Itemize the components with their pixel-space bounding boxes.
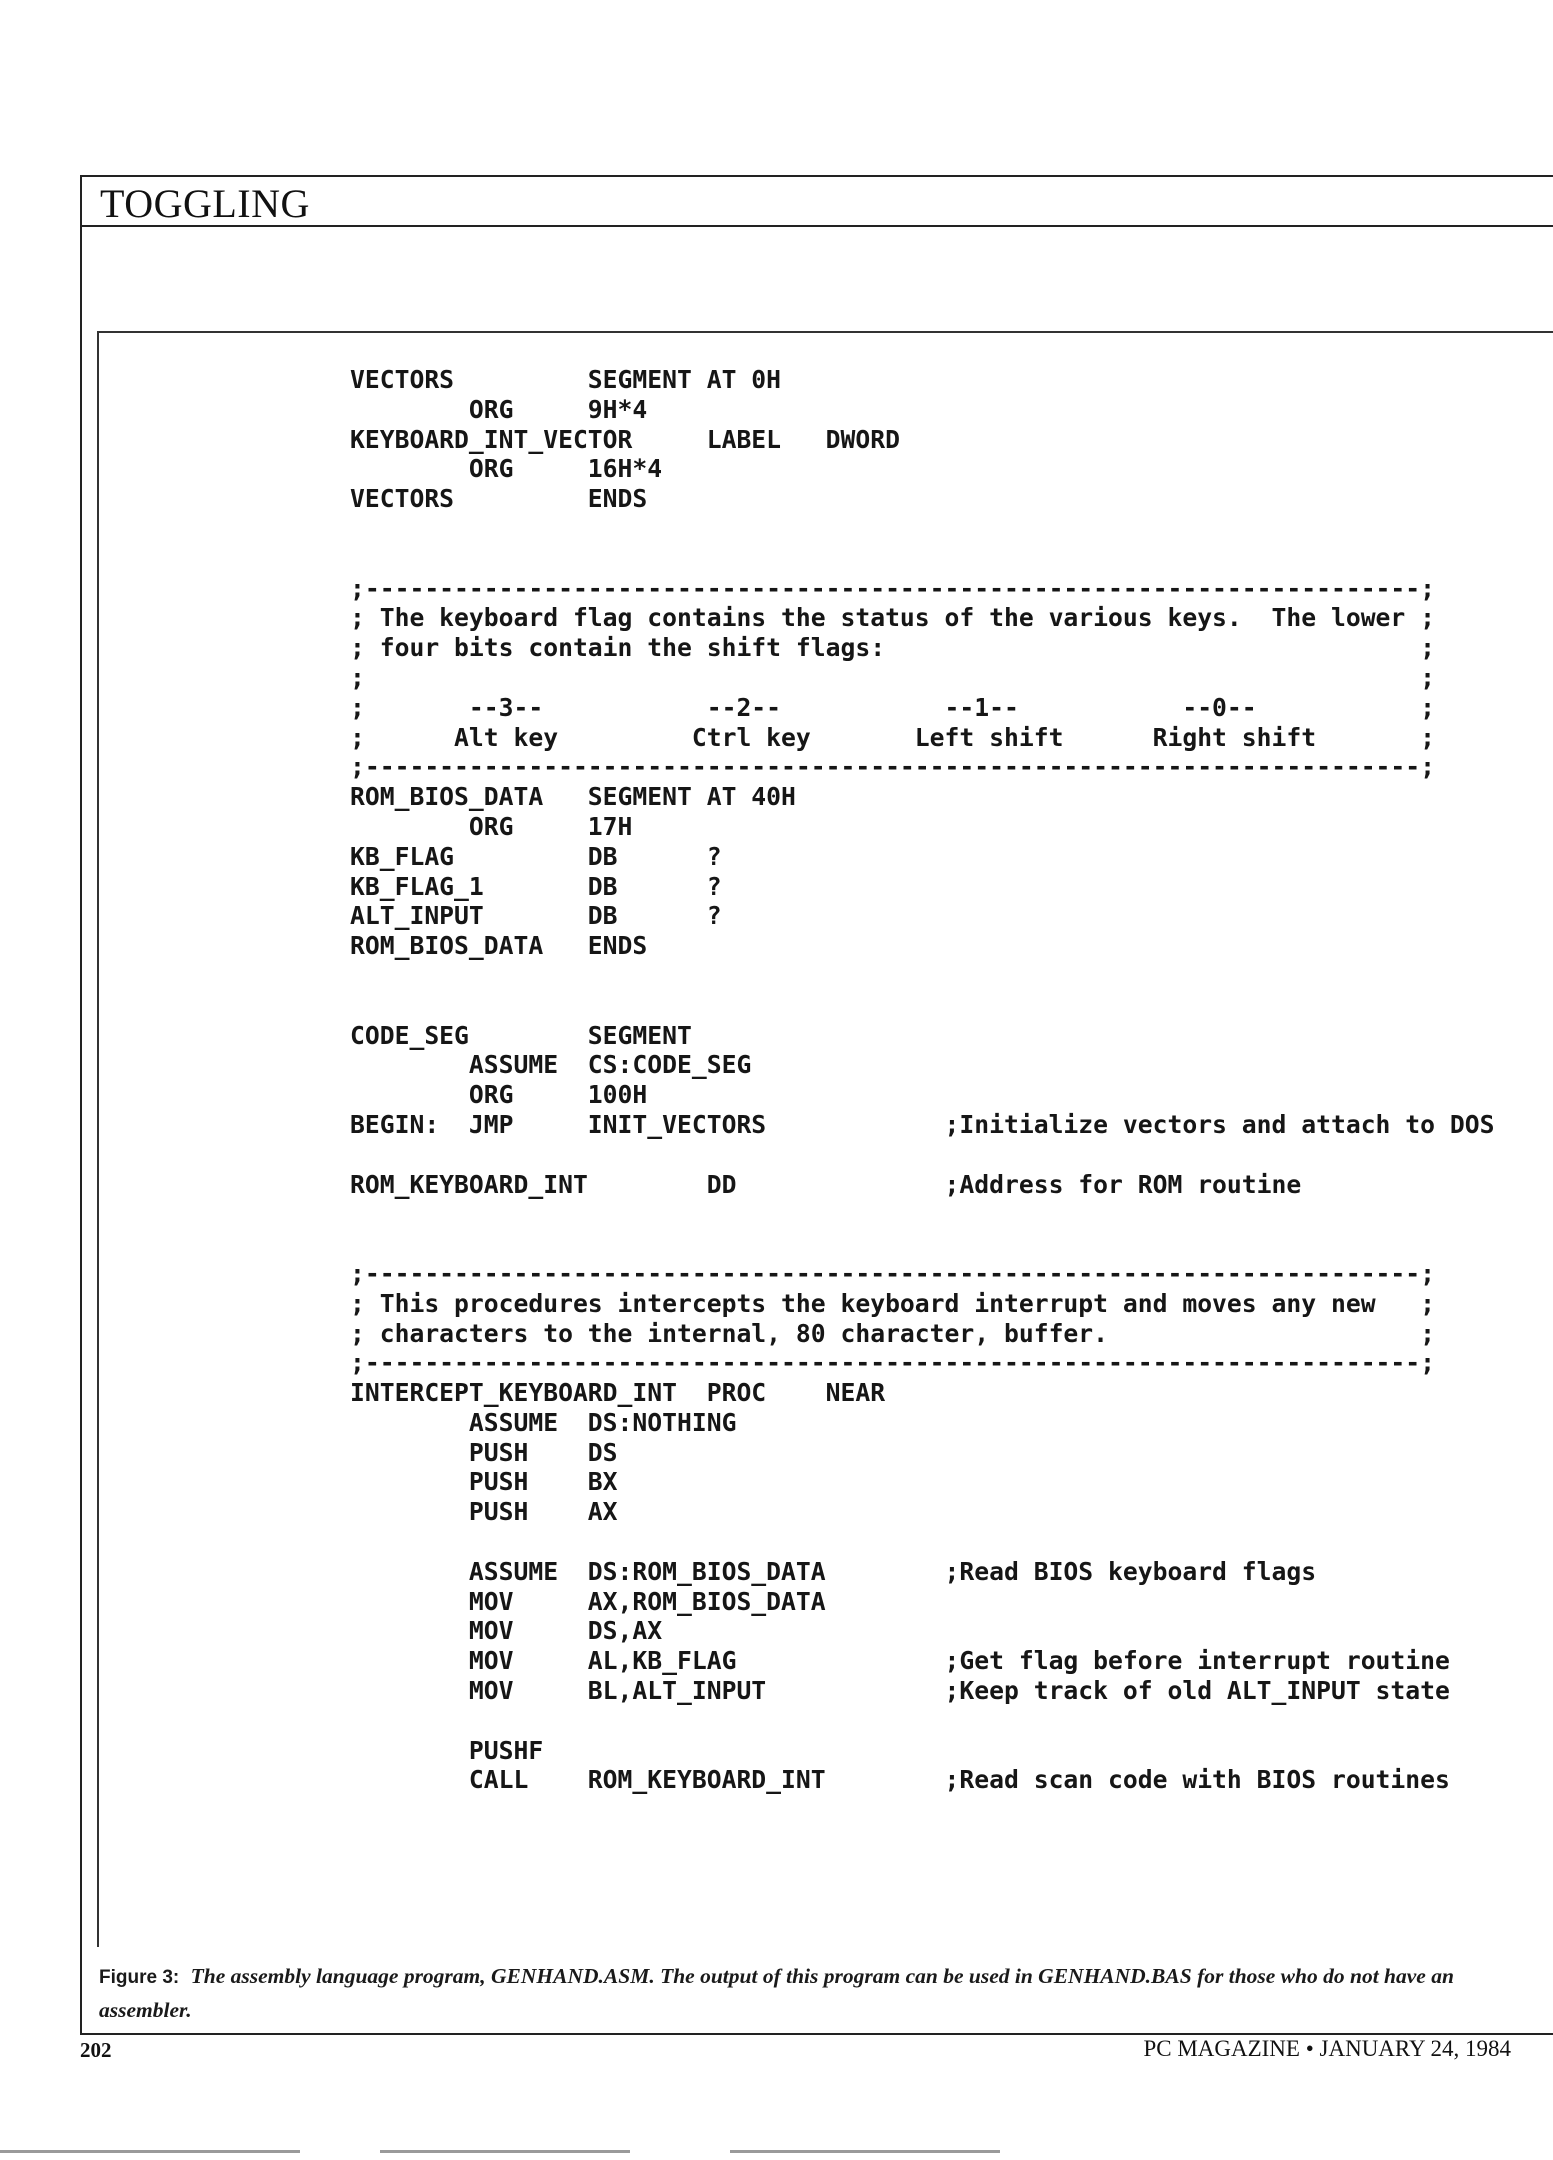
page-left-rule <box>80 175 82 2035</box>
page-top-rule <box>80 175 1553 177</box>
caption-label: Figure 3: <box>99 1967 180 1988</box>
caption-text: The assembly language program, GENHAND.ASM. The output of this program can be used in GENHAND.BAS for those who do not have an assembler. <box>99 1964 1454 2022</box>
page-number: 202 <box>80 2038 112 2062</box>
code-listing: VECTORS SEGMENT AT 0H ORG 9H*4 KEYBOARD_INT_VECTOR LABEL DWORD ORG 16H*4 VECTORS ENDS ;-----------------------------------------------------------------------; ; The keyboard flag contains the status of the various keys. The lower ; ; four bits contain the shift flags: ; ; ; ; --3-- --2-- --1-- --0-- ; ; Alt key Ctrl key Left shift Right shift ; ;-----------------------------------------------------------------------; ROM_BIOS_DATA SEGMENT AT 40H ORG 17H KB_FLAG DB ? KB_FLAG_1 DB ? ALT_INPUT DB ? ROM_BIOS_DATA ENDS CODE_SEG SEGMENT ASSUME CS:CODE_SEG ORG 100H BEGIN: JMP INIT_VECTORS ;Initialize vectors and attach to DOS ROM_KEYBOARD_INT DD ;Address for ROM routine ;-----------------------------------------------------------------------; ; This procedures intercepts the keyboard interrupt and moves any new ; ; characters to the internal, 80 character, buffer. ; ;-----------------------------------------------------------------------; INTERCEPT_KEYBOARD_INT PROC NEAR ASSUME DS:NOTHING PUSH DS PUSH BX PUSH AX ASSUME DS:ROM_BIOS_DATA ;Read BIOS keyboard flags MOV AX,ROM_BIOS_DATA MOV DS,AX MOV AL,KB_FLAG ;Get flag before interrupt routine MOV BL,ALT_INPUT ;Keep track of old ALT_INPUT state PUSHF CALL ROM_KEYBOARD_INT ;Read scan code with BIOS routines <box>350 365 1495 1795</box>
scan-artifact-line <box>0 2150 300 2153</box>
section-title: TOGGLING <box>100 181 310 226</box>
footer-divider <box>80 2033 1553 2035</box>
scan-artifact-line <box>730 2150 1000 2153</box>
header-divider <box>80 225 1553 227</box>
figure-caption <box>99 1960 1499 2026</box>
magazine-issue-line: PC MAGAZINE • JANUARY 24, 1984 <box>1143 2036 1511 2061</box>
scan-artifact-line <box>380 2150 630 2153</box>
